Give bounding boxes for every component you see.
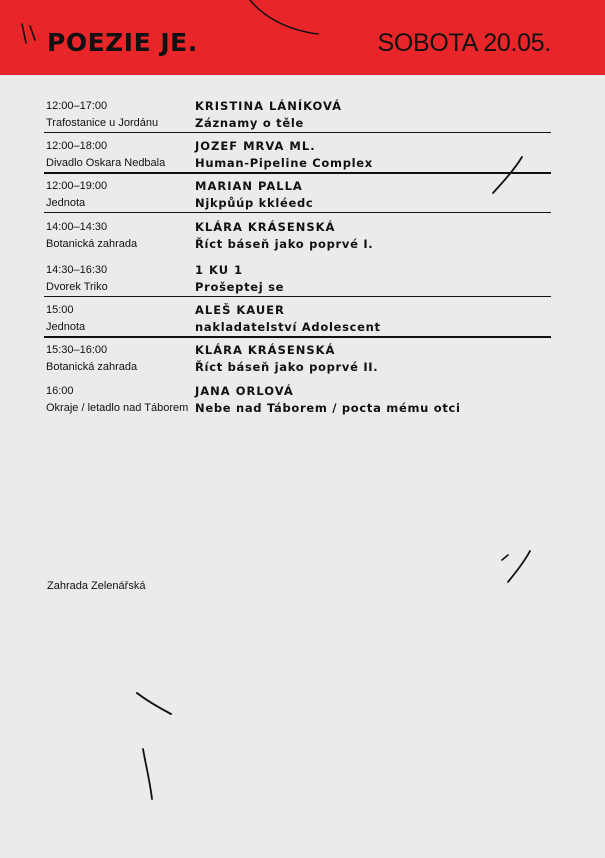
entry-time: 16:00 [46, 385, 74, 397]
entry-place: Jednota [46, 321, 86, 333]
entry-author: JOZEF MRVA ML. [195, 139, 316, 153]
entry-work: Říct báseň jako poprvé II. [195, 360, 379, 374]
header-banner [0, 0, 605, 75]
entry-author: ALEŠ KAUER [195, 303, 285, 317]
entry-place: Trafostanice u Jordánu [46, 117, 159, 129]
entry-author: JANA ORLOVÁ [195, 384, 294, 398]
entry-time: 12:00–19:00 [46, 180, 108, 192]
entry-work: Nebe nad Táborem / pocta mému otci [195, 401, 461, 415]
event-date: SOBOTA 20.05. [377, 29, 551, 57]
entry-work: nakladatelství Adolescent [195, 320, 381, 334]
footer-venue: Zahrada Zelenářská [47, 580, 146, 592]
entry-author: MARIAN PALLA [195, 179, 303, 193]
entry-time: 14:30–16:30 [46, 264, 108, 276]
page-title: POEZIE JE. [47, 28, 198, 57]
divider [44, 172, 551, 174]
divider [44, 336, 551, 338]
entry-work: Záznamy o těle [195, 116, 304, 130]
entry-author: KRISTINA LÁNÍKOVÁ [195, 99, 342, 113]
entry-place: Botanická zahrada [46, 238, 138, 250]
divider [44, 296, 551, 297]
entry-work: Njkpůúp kkléedc [195, 196, 314, 210]
entry-author: KLÁRA KRÁSENSKÁ [195, 343, 336, 357]
entry-time: 12:00–17:00 [46, 100, 108, 112]
entry-author: 1 KU 1 [195, 263, 244, 277]
entry-time: 15:30–16:00 [46, 344, 108, 356]
entry-work: Říct báseň jako poprvé I. [195, 237, 374, 251]
divider [44, 132, 551, 133]
entry-work: Human-Pipeline Complex [195, 156, 373, 170]
entry-place: Okraje / letadlo nad Táborem [46, 402, 189, 414]
entry-work: Prošeptej se [195, 280, 285, 294]
entry-time: 12:00–18:00 [46, 140, 108, 152]
divider [44, 212, 551, 213]
entry-place: Divadlo Oskara Nedbala [46, 157, 166, 169]
entry-author: KLÁRA KRÁSENSKÁ [195, 220, 336, 234]
entry-place: Botanická zahrada [46, 361, 138, 373]
entry-time: 15:00 [46, 304, 74, 316]
entry-place: Dvorek Triko [46, 281, 108, 293]
entry-place: Jednota [46, 197, 86, 209]
entry-time: 14:00–14:30 [46, 221, 108, 233]
